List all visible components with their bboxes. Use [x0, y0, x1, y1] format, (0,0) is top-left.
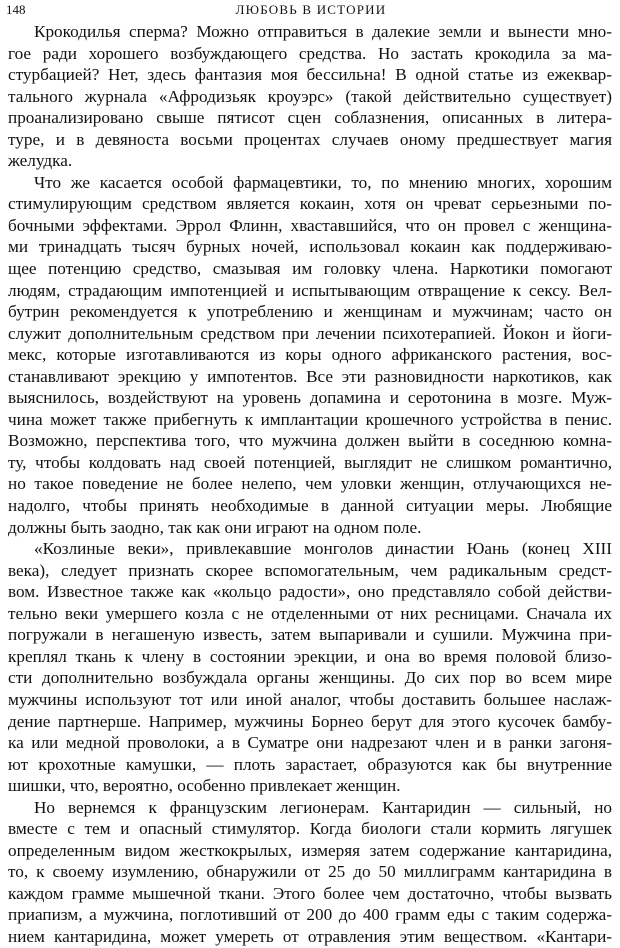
paragraph	[8, 21, 612, 172]
text-line: надолго, чтобы принять необходимые в данной ситуации меры. Любящие	[8, 496, 612, 516]
text-line: каждом грамме мышечной ткани. Этого более чем достаточно, чтобы вызвать	[8, 883, 612, 903]
text-line: Но вернемся к французским легионерам. Кантаридин — сильный, но	[34, 797, 612, 817]
paragraph	[8, 172, 612, 538]
text-line: чина может также прибегнуть к имплантации крошечного устройства в пенис.	[8, 409, 612, 429]
text-line: вом. Известное также как «кольцо радости», оно представляло собой действи-	[8, 582, 612, 602]
paragraph	[8, 538, 612, 797]
text-line: «Козлиные веки», привлекавшие монголов династии Юань (конец XIII	[34, 539, 612, 559]
text-line: ют крохотные камушки, — плоть зарастает, образуются как бы внутренние	[8, 754, 612, 774]
text-line: стимулирующим средством является кокаин, хотя он чреват серьезными по-	[8, 194, 612, 214]
text-line: погружали в негашеную известь, затем выпаривали и сушили. Мужчина при-	[8, 625, 612, 645]
text-line: людям, страдающим импотенцией и испытывающим отвращение к сексу. Вел-	[8, 280, 612, 300]
page-number: 148	[6, 2, 26, 17]
body-text	[8, 21, 612, 948]
text-line: бочными эффектами. Эррол Флинн, хваставшийся, что он провел с женщина-	[8, 215, 612, 235]
text-line: вместе с тем и опасный стимулятор. Когда биологи стали кормить лягушек	[8, 819, 612, 839]
text-line: выяснилось, воздействуют на уровень допамина и серотонина в мозге. Муж-	[8, 388, 612, 408]
text-line: дение партнерше. Например, мужчины Борнео берут для этого кусочек бамбу-	[8, 711, 612, 731]
text-line: бутрин рекомендуется к употреблению и женщинам и мужчинам; часто он	[8, 302, 612, 322]
text-line: определенным видом жесткокрылых, измеряя затем содержание кантаридина,	[8, 840, 612, 860]
text-line: сти дополнительно возбуждала органы женщины. До сих пор во всем мире	[8, 668, 612, 688]
text-line: то, к своему изумлению, обнаружили от 25 до 50 миллиграмм кантаридина в	[8, 862, 612, 882]
text-line: стурбацией? Нет, здесь фантазия моя бессильна! В одной статье из ежеквар-	[8, 65, 612, 85]
text-line: ту, чтобы колдовать над своей потенцией, выглядит не слишком романтично,	[8, 452, 612, 472]
page-header	[6, 1, 612, 21]
text-line: ка или медной проволоки, а в Суматре они надрезают член и в ранки загоня-	[8, 733, 612, 753]
text-line: Что же касается особой фармацевтики, то, по мнению многих, хорошим	[34, 172, 612, 192]
text-line: должны быть заодно, так как они играют на одном поле.	[8, 517, 422, 537]
text-line: века), следует признать скорее вспомогательным, чем радикальным средст-	[8, 560, 612, 580]
text-line: желудка.	[8, 151, 73, 171]
text-line: мекс, которые изготавливаются из коры одного африканского растения, вос-	[8, 345, 612, 365]
text-line: нием кантаридина, может умереть от отравления этим веществом. «Кантари-	[8, 926, 612, 946]
text-line: креплял ткань к члену в состоянии эрекции, и она во время половой близо-	[8, 646, 612, 666]
text-line: шишки, что, вероятно, особенно привлекает женщин.	[8, 776, 401, 796]
text-line: служит дополнительным средством при лечении психотерапией. Йокон и йоги-	[8, 323, 612, 343]
text-line: щее потенцию средство, смазывая им головку члена. Наркотики помогают	[8, 259, 612, 279]
text-line: Крокодилья сперма? Можно отправиться в далекие земли и вынести мно-	[34, 22, 612, 41]
text-line: приапизм, а мужчина, поглотивший от 200 до 400 грамм еды с таким содержа-	[8, 905, 612, 925]
text-line: тального журнала «Афродизьяк кроуэрс» (такой действительно существует)	[8, 86, 612, 106]
text-line: но такое поведение не более нелепо, чем уловки женщин, отлучающихся не-	[8, 474, 612, 494]
text-line: Возможно, перспектива того, что мужчина должен выйти в соседнюю комна-	[8, 431, 612, 451]
text-line: тельно веки умершего козла с не отделенными от них ресницами. Сначала их	[8, 603, 612, 623]
text-line: станавливают эрекцию у импотентов. Все эти разновидности наркотиков, как	[8, 366, 612, 386]
text-line: проанализировано свыше пятисот сцен соблазнения, описанных в литера-	[8, 108, 612, 128]
text-line: гое ради хорошего возбуждающего средства. Но застать крокодила за ма-	[8, 43, 612, 63]
text-line: ми тринадцать тысяч бурных ночей, использовал кокаин как поддерживаю-	[8, 237, 612, 257]
paragraph	[8, 797, 612, 948]
text-line: туре, и в девяноста восьми процентах случаев оному предшествует магия	[8, 129, 612, 149]
text-line: мужчины используют тот или иной аналог, чтобы доставить большее наслаж-	[8, 689, 612, 709]
running-title: ЛЮБОВЬ В ИСТОРИИ	[235, 2, 387, 17]
